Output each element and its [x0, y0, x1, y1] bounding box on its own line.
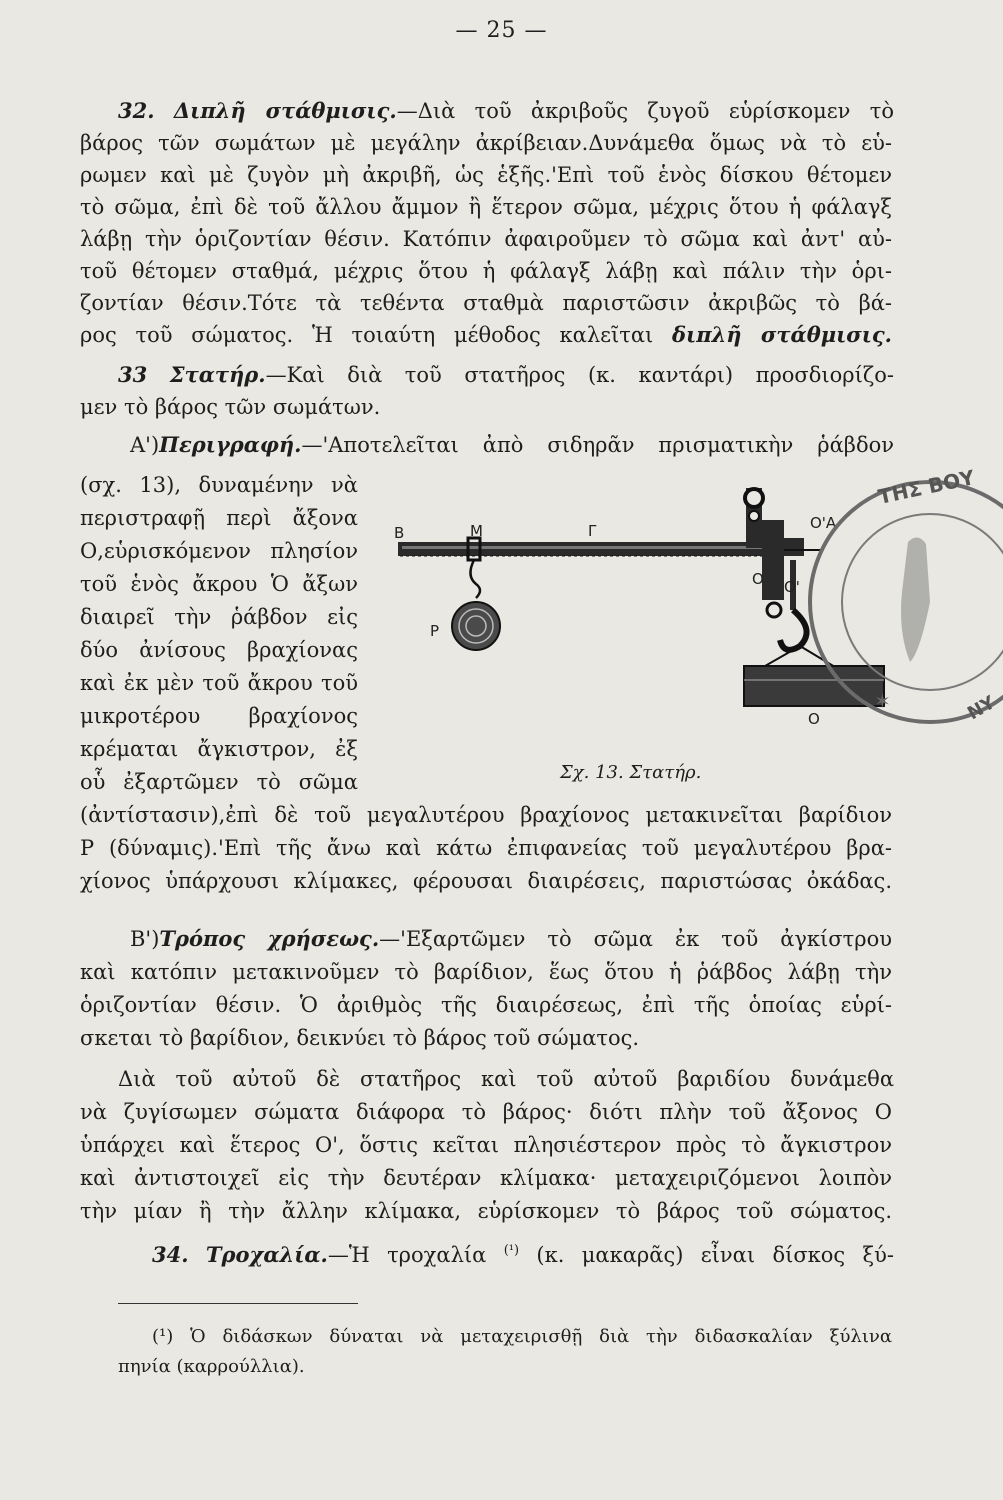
footnote-line-2: πηνία (καρρούλλια). [118, 1356, 305, 1377]
section33-line-2: μεν τὸ βάρος τῶν σωμάτων. [80, 395, 381, 419]
stamp-star-icon: ✶ [874, 689, 891, 713]
section33-text-1: —Καὶ διὰ τοῦ στατῆρος (κ. καντάρι) προσδιορίζο- [265, 363, 894, 387]
beam-scale-marks [402, 546, 774, 549]
section32-text-1: —Διὰ τοῦ ἀκριβοῦς ζυγοῦ εὑρίσκομεν τὸ [396, 99, 894, 123]
usage-marker: Β') [130, 927, 160, 951]
usage-title: Τρόπος χρήσεως. [159, 926, 380, 951]
description-first-line: —'Αποτελεῖται ἀπὸ σιδηρᾶν πρισματικὴν ῥάβδον [301, 433, 894, 457]
footnote-line-1 [152, 1322, 892, 1352]
description-wrap-5: διαιρεῖ τὴν ῥάβδον εἰς [80, 605, 358, 629]
section33-line-1 [118, 360, 894, 390]
section32-last-text: ρος τοῦ σώματος. Ἡ τοιαύτη μέθοδος καλεῖται [80, 323, 654, 347]
section34-text-after: (κ. μακαρᾶς) εἶναι δίσκος ξύ- [536, 1243, 894, 1267]
section34-line-1 [152, 1236, 894, 1270]
label-p: P [430, 622, 440, 640]
usage-line-2: καὶ κατόπιν μετακινοῦμεν τὸ βαρίδιον, ἕως ὅτου ἡ ῥάβδος λάβῃ τὴν [80, 960, 892, 984]
footnote-marker: (¹) [152, 1326, 174, 1347]
library-stamp [790, 452, 1003, 752]
usage-line-3: ὁριζοντίαν θέσιν. Ὁ ἀριθμὸς τῆς διαιρέσεως, ἐπὶ τῆς ὁποίας εὑρί- [80, 993, 892, 1017]
weight-hook [470, 560, 480, 598]
stamp-text: ΤΗΣ ΒΟΥ [876, 465, 977, 509]
description-wrap-7: καὶ ἐκ μὲν τοῦ ἄκρου τοῦ [80, 671, 358, 695]
section32-line-1 [118, 96, 894, 126]
section32-title: Διπλῆ στάθμισις. [173, 98, 397, 123]
paragraph2-line-1: Διὰ τοῦ αὐτοῦ δὲ στατῆρος καὶ τοῦ αὐτοῦ βαριδίου δυνάμεθα [118, 1067, 894, 1091]
label-gamma: Γ [588, 522, 597, 540]
label-o-prime: O' [784, 578, 800, 596]
label-o-bottom: O [808, 710, 820, 728]
footnote-text-1: Ὁ διδάσκων δύναται νὰ μεταχειρισθῇ διὰ τὴν διδασκαλίαν ξύλινα [190, 1326, 892, 1347]
section32-line-7: ζοντίαν θέσιν.Τότε τὰ τεθέντα σταθμὰ παριστῶσιν ἀκριβῶς τὸ βά- [80, 291, 892, 315]
section32-line-4: τὸ σῶμα, ἐπὶ δὲ τοῦ ἄλλου ἄμμον ἢ ἕτερον σῶμα, μέχρις ὅτου ἡ φάλαγξ [80, 195, 892, 219]
description-full-2: Ρ (δύναμις).'Επὶ τῆς ἄνω καὶ κάτω ἐπιφανείας τοῦ μεγαλυτέρου βρα- [80, 836, 892, 860]
description-full-1: (ἀντίστασιν),ἐπὶ δὲ τοῦ μεγαλυτέρου βραχίονος μετακινεῖται βαρίδιον [80, 803, 892, 827]
section34-text-before: —Ἡ τροχαλία [327, 1243, 487, 1267]
section32-line-3: ρωμεν καὶ μὲ ζυγὸν μὴ ἀκριβῆ, ὡς ἑξῆς.'Επὶ τοῦ ἑνὸς δίσκου θέτομεν [80, 163, 892, 187]
footnote-reference: (¹) [503, 1243, 520, 1258]
pivot-block [762, 520, 784, 600]
paragraph2-line-4: καὶ ἀντιστοιχεῖ εἰς τὴν δευτέραν κλίμακα· μεταχειριζόμενοι λοιπὸν [80, 1166, 892, 1190]
suspension-ring [745, 489, 763, 507]
label-o: O [752, 570, 764, 588]
description-wrap-9: κρέμαται ἄγκιστρον, ἐξ [80, 737, 358, 761]
description-wrap-10: οὗ ἐξαρτῶμεν τὸ σῶμα [80, 770, 358, 794]
section32-line-6: τοῦ θέτομεν σταθμά, μέχρις ὅτου ἡ φάλαγξ λάβῃ καὶ πάλιν τὴν ὁρι- [80, 259, 892, 283]
section34-number: 34. [152, 1242, 189, 1267]
section32-term: διπλῆ στάθμισις. [672, 322, 892, 347]
paragraph2-line-5: τὴν μίαν ἢ τὴν ἄλλην κλίμακα, εὑρίσκομεν τὸ βάρος τοῦ σώματος. [80, 1199, 892, 1223]
description-title: Περιγραφή. [159, 432, 302, 457]
paragraph2-line-2: νὰ ζυγίσωμεν σώματα διάφορα τὸ βάρος· διότι πλὴν τοῦ ἄξονος Ο [80, 1100, 892, 1124]
description-wrap-4: τοῦ ἑνὸς ἄκρου Ὁ ἄξων [80, 572, 358, 596]
label-o-a: O'A [810, 514, 837, 532]
description-wrap-2: περιστραφῇ περὶ ἄξονα [80, 506, 358, 530]
usage-line-4: σκεται τὸ βαρίδιον, δεικνύει τὸ βάρος τοῦ σώματος. [80, 1026, 640, 1050]
section32-line-2: βάρος τῶν σωμάτων μὲ μεγάλην ἀκρίβειαν.Δυνάμεθα ὅμως νὰ τὸ εὑ- [80, 131, 892, 155]
paragraph2-line-3: ὑπάρχει καὶ ἕτερος Ο', ὅστις κεῖται πλησιέστερον πρὸς τὸ ἄγκιστρον [80, 1133, 892, 1157]
description-wrap-6: δύο ἀνίσους βραχίονας [80, 638, 358, 662]
stamp-figure [901, 537, 930, 662]
description-wrap-1: (σχ. 13), δυναμένην νὰ [80, 473, 358, 497]
usage-line-1 [130, 924, 892, 954]
section33-title: Στατήρ. [169, 362, 266, 387]
section32-line-5: λάβῃ τὴν ὁριζοντίαν θέσιν. Κατόπιν ἀφαιροῦμεν τὸ σῶμα καὶ ἀντ' αὐ- [80, 227, 892, 251]
description-wrap-8: μικροτέρου βραχίονος [80, 704, 358, 728]
figure-caption: Σχ. 13. Στατήρ. [560, 762, 702, 783]
page-number: — 25 — [455, 18, 548, 43]
section32-number: 32. [118, 98, 155, 123]
description-full-3: χίονος ὑπάρχουσι κλίμακες, φέρουσαι διαιρέσεις, παριστώσας ὀκάδας. [80, 869, 892, 893]
hook-link [767, 603, 781, 617]
footnote-divider [118, 1303, 358, 1304]
description-line-1 [130, 430, 894, 460]
description-wrap-3: Ο,εὑρισκόμενον πλησίον [80, 539, 358, 563]
stamp-bottom-text: ΝΥ [964, 692, 999, 725]
usage-first-line: —'Εξαρτῶμεν τὸ σῶμα ἐκ τοῦ ἀγκίστρου [379, 927, 892, 951]
section32-line-8 [80, 320, 892, 350]
pivot-o-axis [749, 511, 759, 521]
description-marker: Α') [130, 433, 160, 457]
label-b: B [394, 524, 405, 542]
label-m: M [470, 522, 483, 540]
section34-title: Τροχαλία. [205, 1242, 328, 1267]
section33-number: 33 [118, 362, 148, 387]
